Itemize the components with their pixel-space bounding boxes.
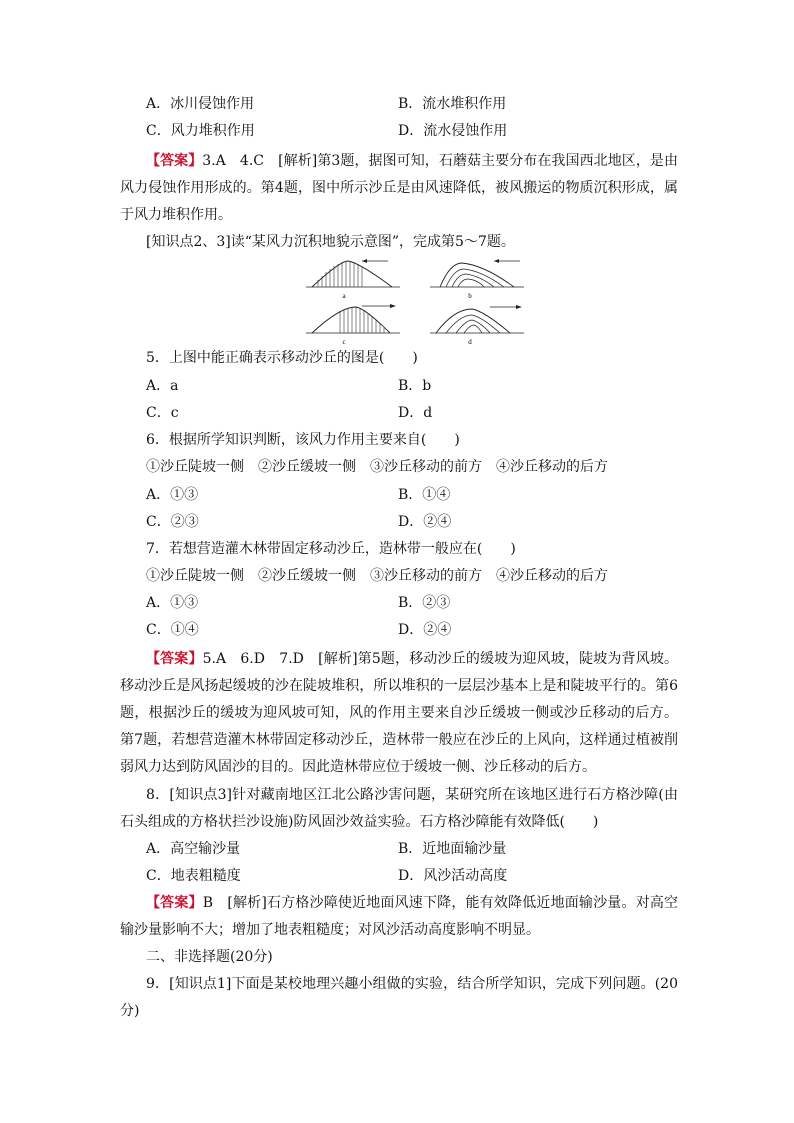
q8-option-d: D．风沙活动高度 — [398, 868, 508, 884]
q7-option-c: C．①④ — [146, 622, 199, 638]
q8-option-a: A．高空输沙量 — [146, 841, 241, 857]
option-b: B．流水堆积作用 — [398, 96, 507, 112]
q7-items: ①沙丘陡坡一侧 ②沙丘缓坡一侧 ③沙丘移动的前方 ④沙丘移动的后方 — [146, 568, 608, 584]
answer-tag: 【答案】 — [146, 651, 203, 667]
dune-b — [430, 259, 524, 287]
label-a: a — [342, 292, 346, 300]
q8-option-c: C．地表粗糙度 — [146, 868, 241, 884]
q6-option-b: B．①④ — [398, 487, 451, 503]
q5-option-c: C．c — [146, 405, 179, 421]
question-8-stem: 8．[知识点3]针对藏南地区江北公路沙害问题，某研究所在该地区进行石方格沙障(由石头组成的方格状拦沙设施)防风固沙效益实验。石方格沙障能有效降低( ) — [120, 787, 678, 830]
question-5-stem: 5．上图中能正确表示移动沙丘的图是( ) — [146, 350, 418, 366]
section-heading: 二、非选择题(20分) — [146, 949, 273, 965]
q6-option-c: C．②③ — [146, 514, 199, 530]
question-6-stem: 6．根据所学知识判断，该风力作用主要来自( ) — [146, 432, 460, 448]
q6-option-a: A．①③ — [146, 487, 199, 503]
answer-tag: 【答案】 — [146, 153, 203, 169]
answer-block-8 — [120, 890, 678, 944]
intro-5-7: [知识点2、3]读“某风力沉积地貌示意图”，完成第5～7题。 — [146, 234, 515, 250]
option-d: D．流水侵蚀作用 — [398, 123, 508, 139]
label-d: d — [468, 338, 472, 346]
label-c: c — [342, 338, 346, 346]
answer-block-5-7 — [120, 646, 678, 781]
q7-option-b: B．②③ — [398, 595, 451, 611]
dune-a — [306, 259, 400, 287]
q5-option-a: A．a — [146, 378, 179, 394]
option-c: C．风力堆积作用 — [146, 123, 255, 139]
answer-text: 3.A 4.C [解析]第3题，据图可知，石蘑菇主要分布在我国西北地区，是由风力侵蚀作用形成的。第4题，图中所示沙丘是由风速降低，被风搬运的物质沉积形成，属于风力堆积作用。 — [120, 153, 679, 223]
label-b: b — [468, 292, 472, 300]
answer-text: B [解析]石方格沙障使近地面风速下降，能有效降低近地面输沙量。对高空输沙量影响不大；增加了地表粗糙度；对风沙活动高度影响不明显。 — [120, 895, 678, 938]
q5-option-b: B．b — [398, 378, 432, 394]
q7-option-a: A．①③ — [146, 595, 199, 611]
question-7-stem: 7．若想营造灌木林带固定移动沙丘，造林带一般应在( ) — [146, 541, 516, 557]
q6-option-d: D．②④ — [398, 514, 452, 530]
q7-option-d: D．②④ — [398, 622, 452, 638]
option-a: A．冰川侵蚀作用 — [146, 96, 255, 112]
answer-block-3-4 — [120, 148, 678, 229]
q6-items: ①沙丘陡坡一侧 ②沙丘缓坡一侧 ③沙丘移动的前方 ④沙丘移动的后方 — [146, 459, 608, 475]
answer-text: 5.A 6.D 7.D [解析]第5题，移动沙丘的缓坡为迎风坡，陡坡为背风坡。移动沙丘是风扬起缓坡的沙在陡坡堆积，所以堆积的一层层沙基本上是和陡坡平行的。第6题，根据沙丘的缓坡为迎风坡可知，风的作用主要来自沙丘缓坡一侧或沙丘移动的后方。第7题，若想营造灌木林带固定移动沙丘，造林带一般应在沙丘的上风向，这样通过植被削弱风力达到防风固沙的目的。因此造林带应位于缓坡一侧、沙丘移动的后方。 — [120, 651, 679, 775]
dune-d — [430, 305, 524, 333]
q8-option-b: B．近地面输沙量 — [398, 841, 507, 857]
q5-option-d: D．d — [398, 405, 433, 421]
answer-tag: 【答案】 — [146, 895, 203, 911]
dune-c — [306, 304, 400, 333]
dune-diagram-figure — [300, 255, 530, 347]
question-9-stem: 9．[知识点1]下面是某校地理兴趣小组做的实验，结合所学知识，完成下列问题。(20分) — [120, 976, 678, 1019]
